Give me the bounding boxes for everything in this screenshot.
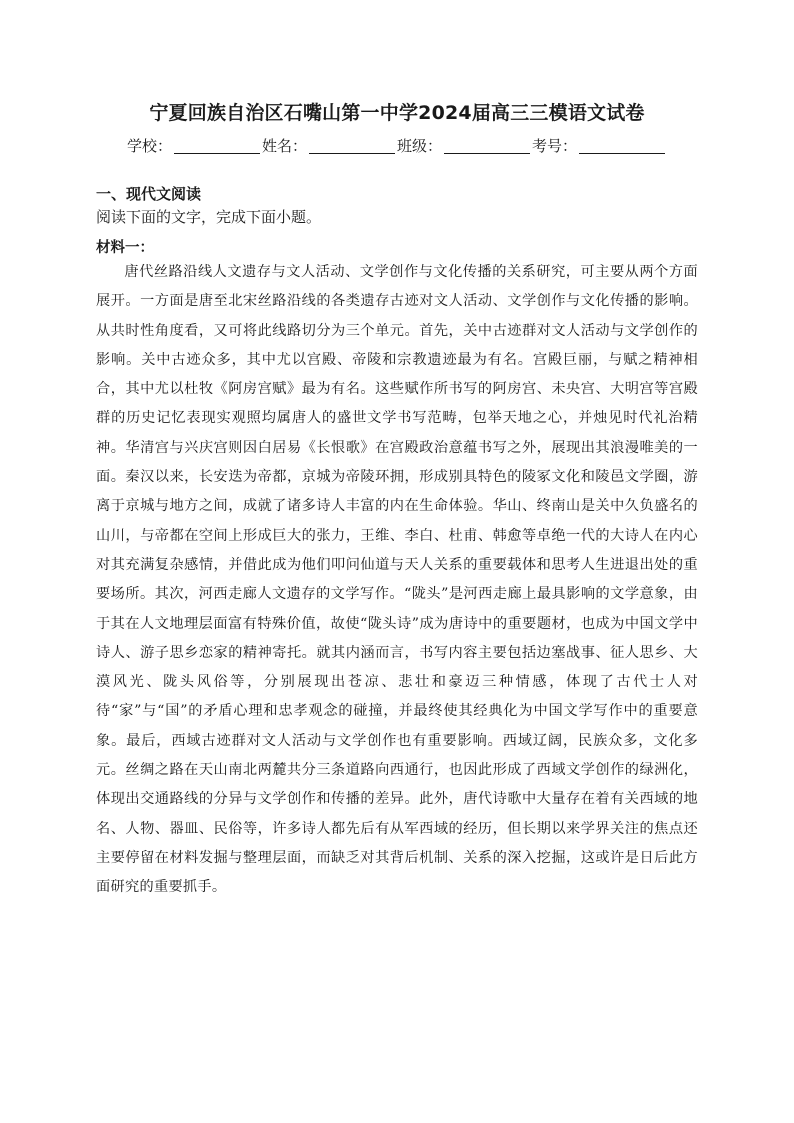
name-field [262, 135, 397, 156]
exam-number-blank [579, 139, 665, 154]
class-label: 班级： [397, 137, 443, 155]
exam-number-label: 考号： [532, 137, 578, 155]
class-blank [444, 139, 530, 154]
student-info-line [0, 135, 794, 156]
material-label: 材料一： [96, 239, 154, 256]
exam-number-field [532, 135, 667, 156]
class-field [397, 135, 532, 156]
name-blank [309, 139, 395, 154]
section-heading: 一、现代文阅读 [96, 185, 202, 203]
name-label: 姓名： [261, 137, 307, 155]
exam-title: 宁夏回族自治区石嘴山第一中学2024届高三三模语文试卷 [149, 102, 645, 124]
school-field [127, 135, 262, 156]
material-paragraph: 唐代丝路沿线人文遗存与文人活动、文学创作与文化传播的关系研究，可主要从两个方面展开。一方面是唐至北宋丝路沿线的各类遗存古迹对文人活动、文学创作与文化传播的影响。从共时性角度看，又可将此线路切分为三个单元。首先，关中古迹群对文人活动与文学创作的影响。关中古迹众多，其中尤以宫殿、帝陵和宗教遗迹最为有名。宫殿巨丽，与赋之精神相合，其中尤以杜牧《阿房宫赋》最为有名。这些赋作所书写的阿房宫、未央宫、大明宫等宫殿群的历史记忆表现实观照均属唐人的盛世文学书写范畴，包举天地之心，并烛见时代礼治精神。华清宫与兴庆宫则因白居易《长恨歌》在宫殿政治意蕴书写之外，展现出其浪漫唯美的一面。秦汉以来，长安迭为帝都，京城为帝陵环拥，形成别具特色的陵冢文化和陵邑文学圈，游离于京城与地方之间，成就了诸多诗人丰富的内在生命体验。华山、终南山是关中久负盛名的山川，与帝都在空间上形成巨大的张力，王维、李白、杜甫、韩愈等卓绝一代的大诗人在内心对其充满复杂感情，并借此成为他们叩问仙道与天人关系的重要载体和思考人生进退出处的重要场所。其次，河西走廊人文遗存的文学写作。“陇头”是河西走廊上最具影响的文学意象，由于其在人文地理层面富有特殊价值，故使“陇头诗”成为唐诗中的重要题材，也成为中国文学中诗人、游子思乡恋家的精神寄托。就其内涵而言，书写内容主要包括边塞战事、征人思乡、大漠风光、陇头风俗等，分别展现出苍凉、悲壮和豪迈三种情感，体现了古代士人对待“家”与“国”的矛盾心理和忠孝观念的碰撞，并最终使其经典化为中国文学写作中的重要意象。最后，西域古迹群对文人活动与文学创作也有重要影响。西域辽阔，民族众多，文化多元。丝绸之路在天山南北两麓共分三条道路向西通行，也因此形成了西域文学创作的绿洲化，体现出交通路线的分异与文学创作和传播的差异。此外，唐代诗歌中大量存在着有关西域的地名、人物、器皿、民俗等，许多诗人都先后有从军西域的经历，但长期以来学界关注的焦点还主要停留在材料发掘与整理层面，而缺乏对其背后机制、关系的深入挖掘，这或许是日后此方面研究的重要抓手。 [96, 264, 698, 896]
reading-instruction: 阅读下面的文字，完成下面小题。 [96, 208, 322, 226]
school-label: 学校： [126, 137, 172, 155]
school-blank [174, 139, 260, 154]
